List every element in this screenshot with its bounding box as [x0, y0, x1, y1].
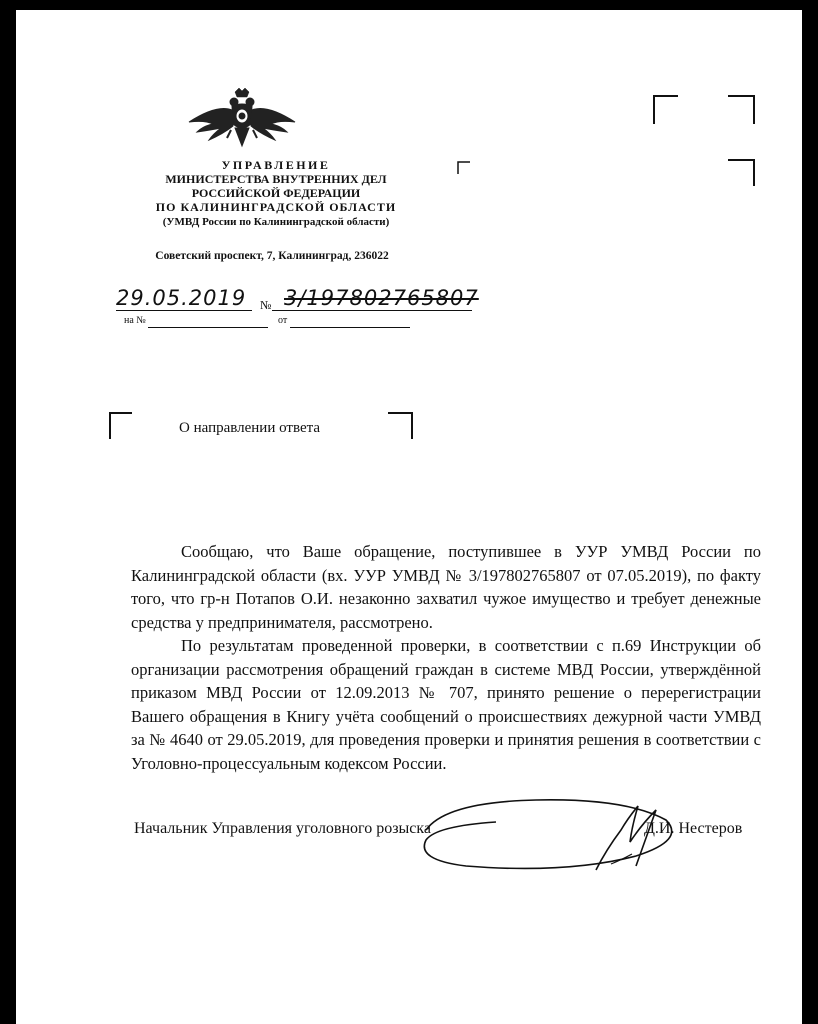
handwritten-date: 29.05.2019: [116, 286, 247, 310]
header-line-4: ПО КАЛИНИНГРАДСКОЙ ОБЛАСТИ: [155, 200, 397, 214]
date-line: [116, 310, 252, 311]
address-small-bracket: [456, 160, 476, 180]
paragraph-2: По результатам проведенной проверки, в соответствии с п.69 Инструкции об организации рассмотрения обращений граждан в системе МВД России, утверждённой приказом МВД России от 12.09.2013 № 707, принято решение о перерегистрации Вашего обращения в Книгу учёта сообщений о происшествиях дежурной части УМВД за № 4640 от 29.05.2019, для проведения проверки и принятия решения в соответствии с Уголовно-процессуальным кодексом России.: [131, 636, 761, 773]
header-line-3: РОССИЙСКОЙ ФЕДЕРАЦИИ: [191, 186, 361, 200]
signer-name: Д.И. Нестеров: [644, 820, 743, 837]
ot-label: от: [278, 315, 288, 326]
mvd-emblem-icon: [187, 88, 297, 154]
ot-line: [290, 327, 410, 328]
header-line-2: МИНИСТЕРСТВА ВНУТРЕННИХ ДЕЛ: [165, 172, 387, 186]
handwritten-number: 3/197802765807: [284, 286, 479, 310]
header-line-1: УПРАВЛЕНИЕ: [221, 158, 331, 172]
address-brackets: [652, 94, 762, 194]
letter-body: [131, 540, 761, 775]
paragraph-1: Сообщаю, что Ваше обращение, поступившее в УУР УМВД России по Калининградской области (вх. УУР УМВД № 3/197802765807 от 07.05.2019), по факту того, что гр-н Потапов О.И. незаконно захватил чужое имущество и требует денежные средства у предпринимателя, рассмотрено.: [131, 542, 761, 632]
subject-line: О направлении ответа: [179, 420, 321, 436]
header-line-5: (УМВД России по Калининградской области): [162, 216, 390, 228]
address: Советский проспект, 7, Калининград, 236022: [155, 250, 389, 262]
document-page: [16, 10, 802, 1024]
handwritten-signature-icon: [406, 790, 696, 900]
signer-title: Начальник Управления уголовного розыска: [134, 820, 432, 837]
number-sign: №: [260, 298, 272, 312]
number-line: [272, 310, 472, 311]
na-label: на №: [124, 315, 146, 326]
na-line: [148, 327, 268, 328]
